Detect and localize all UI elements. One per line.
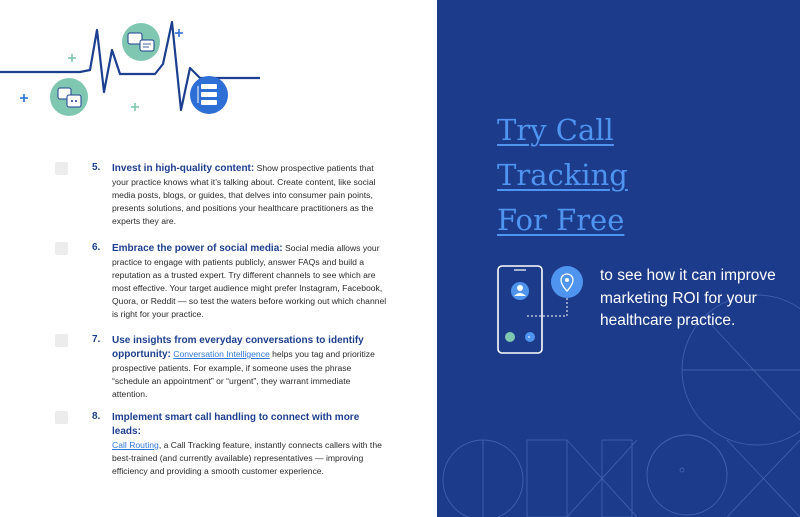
- item-body: Social media allows your practice to engage with patients publicly, answer FAQs and build a reputation as a trusted expert. Try different channels to see which are most effective. Your target audience might prefer Instagram, Facebook, Quora, or Reddit — so test the waters before working out which channel is right for your practice.: [112, 243, 387, 319]
- phone-tracking-illustration: [492, 262, 592, 358]
- item-number: 5.: [92, 162, 101, 173]
- item-body: helps you tag and prioritize prospective patients. For example, if someone uses the phrase “schedule an appointment” or “urgent”, they warrant immediate attention.: [112, 348, 375, 399]
- cta-panel: [437, 0, 800, 517]
- item-number: 6.: [92, 242, 101, 253]
- conversation-intelligence-link[interactable]: Conversation Intelligence: [173, 348, 270, 359]
- header-illustration: [0, 0, 437, 135]
- user-icon: [511, 282, 529, 300]
- item-heading: Use insights from everyday conversations to identify opportunity:: [112, 335, 364, 360]
- geometric-decoration: [437, 0, 800, 517]
- phone-icon: [498, 266, 542, 353]
- item-heading: Invest in high-quality content:: [112, 163, 255, 174]
- item-body: Show prospective patients that your practice knows what it’s talking about. Create content, like social media posts, blogs, or guides, that delves into consumer pain points, presents solutions, and positions your healthcare practitioners as the experts they are.: [112, 163, 376, 226]
- flowchart-icon: [190, 76, 228, 114]
- checkbox[interactable]: [55, 242, 68, 255]
- cta-title-line[interactable]: Tracking: [497, 158, 628, 192]
- checkbox[interactable]: [55, 162, 68, 175]
- chatbot-icon: [50, 78, 88, 116]
- cta-title-link[interactable]: [497, 108, 628, 243]
- answer-call-icon: [505, 332, 515, 342]
- item-heading: Implement smart call handling to connect with more leads:: [112, 412, 360, 437]
- item-text: [112, 242, 387, 320]
- cta-subtitle: to see how it can improve marketing ROI for your healthcare practice.: [600, 267, 776, 329]
- call-routing-link[interactable]: Call Routing: [112, 439, 159, 450]
- item-number: 8.: [92, 411, 101, 422]
- location-pin-icon: [551, 266, 583, 298]
- checkbox[interactable]: [55, 334, 68, 347]
- item-text: [112, 162, 387, 228]
- cta-title-line[interactable]: Try Call: [497, 113, 614, 147]
- chat-bubbles-icon: [122, 23, 160, 61]
- item-heading: Embrace the power of social media:: [112, 243, 283, 254]
- item-text: [112, 411, 387, 478]
- cta-title-line[interactable]: For Free: [497, 203, 625, 237]
- item-number: 7.: [92, 334, 101, 345]
- checkbox[interactable]: [55, 411, 68, 424]
- item-text: [112, 334, 387, 401]
- item-body: , a Call Tracking feature, instantly connects callers with the best-trained (and currently available) representatives — improving efficiency and providing a smooth customer experience.: [112, 439, 382, 476]
